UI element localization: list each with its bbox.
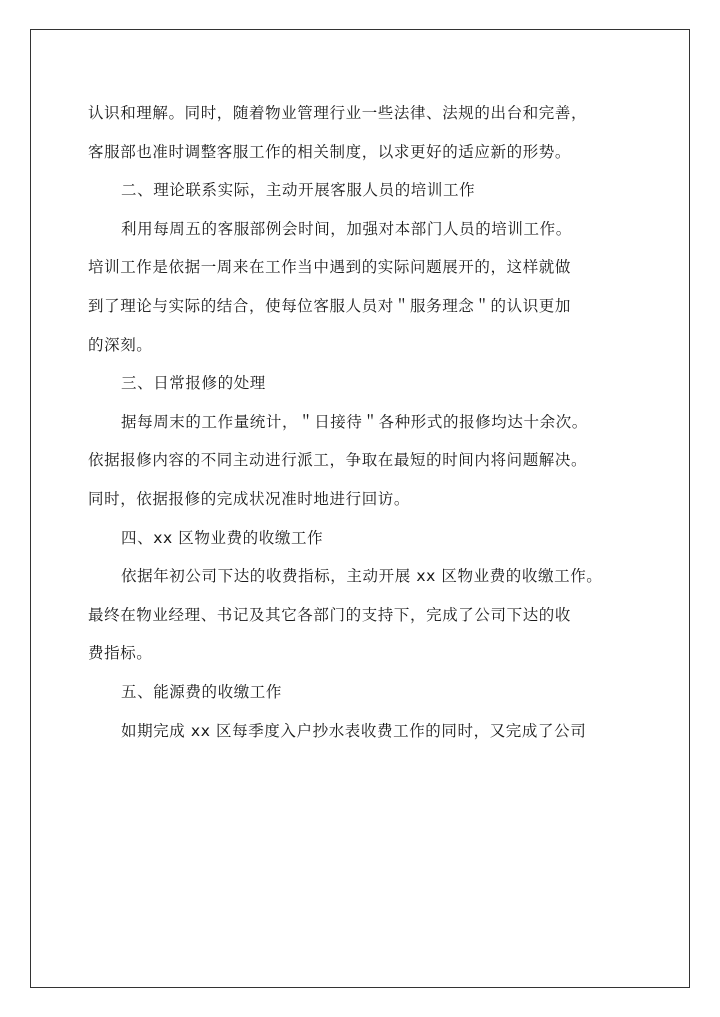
text-line: 据每周末的工作量统计，＂日接待＂各种形式的报修均达十余次。 (121, 412, 588, 431)
text-line: 客服部也准时调整客服工作的相关制度，以求更好的适应新的形势。 (88, 142, 572, 161)
document-body (88, 94, 636, 750)
text-line: 认识和理解。同时，随着物业管理行业一些法律、法规的出台和完善， (88, 104, 588, 122)
text-line: 的深刻。 (88, 335, 153, 354)
section-heading: 三、日常报修的处理 (121, 374, 266, 393)
text-line: 培训工作是依据一周来在工作当中遇到的实际问题展开的，这样就做 (88, 258, 572, 277)
section-heading: 四、xx 区物业费的收缴工作 (121, 528, 324, 547)
text-line: 最终在物业经理、书记及其它各部门的支持下，完成了公司下达的收 (88, 605, 572, 624)
section-heading: 二、理论联系实际，主动开展客服人员的培训工作 (121, 181, 476, 200)
text-line: 利用每周五的客服部例会时间，加强对本部门人员的培训工作。 (121, 219, 572, 238)
text-line: 如期完成 xx 区每季度入户抄水表收费工作的同时，又完成了公司 (121, 721, 587, 740)
text-line: 同时，依据报修的完成状况准时地进行回访。 (88, 489, 411, 508)
text-line: 依据年初公司下达的收费指标，主动开展 xx 区物业费的收缴工作。 (121, 567, 603, 586)
text-line: 依据报修内容的不同主动进行派工，争取在最短的时间内将问题解决。 (88, 451, 588, 470)
section-heading: 五、能源费的收缴工作 (121, 682, 283, 701)
text-line: 到了理论与实际的结合，使每位客服人员对＂服务理念＂的认识更加 (88, 296, 572, 315)
text-line: 费指标。 (88, 644, 153, 663)
